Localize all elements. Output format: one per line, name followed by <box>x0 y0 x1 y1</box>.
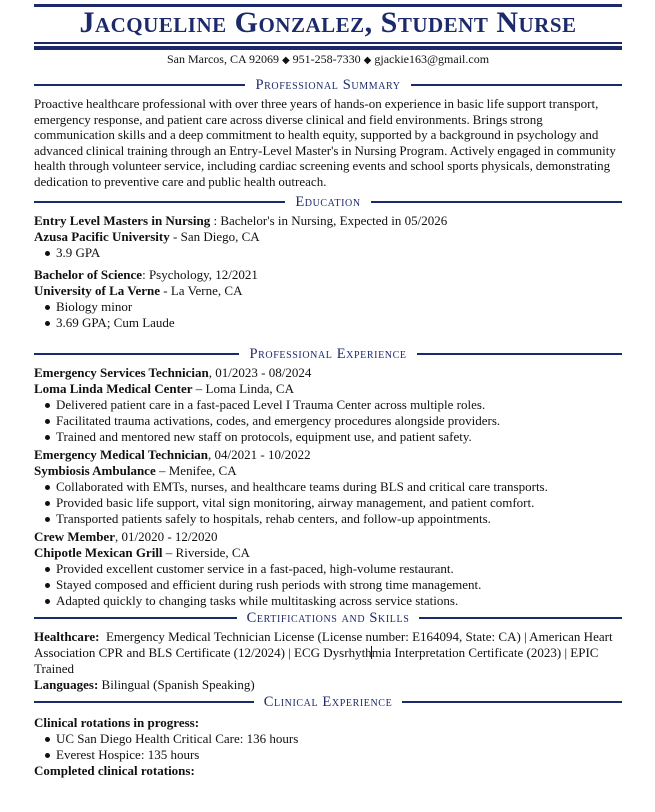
school-location: - San Diego, CA <box>169 229 260 244</box>
degree-name: Entry Level Masters in Nursing <box>34 213 211 228</box>
candidate-name: Jacqueline Gonzalez, Student Nurse <box>79 6 577 39</box>
employer-line <box>34 463 622 479</box>
section-title: Professional Experience <box>249 346 407 362</box>
section-title: Professional Summary <box>255 77 401 93</box>
heading-rule-right <box>417 353 622 355</box>
contact-email[interactable]: gjackie163@gmail.com <box>374 52 490 66</box>
job-dates: , 01/2020 - 12/2020 <box>114 529 218 544</box>
degree-detail: : Psychology, 12/2021 <box>142 267 258 282</box>
education-entry <box>34 213 622 261</box>
header-double-rule-thick <box>34 46 622 50</box>
section-title: Clinical Experience <box>263 694 393 710</box>
job-dates: , 04/2021 - 10/2022 <box>208 447 311 462</box>
employer-name: Chipotle Mexican Grill <box>34 545 163 560</box>
job-title-line <box>34 447 622 463</box>
diamond-separator-icon: ◆ <box>363 55 372 66</box>
job-title: Emergency Medical Technician <box>34 447 209 462</box>
section-heading-certifications <box>34 609 622 627</box>
school-location: - La Verne, CA <box>160 283 243 298</box>
job-bullets <box>34 479 622 527</box>
languages-line <box>34 677 622 693</box>
school-name: Azusa Pacific University <box>34 229 170 244</box>
job-entry <box>34 447 622 527</box>
school-line <box>34 283 622 299</box>
employer-name: Symbiosis Ambulance <box>34 463 156 478</box>
heading-rule-left <box>34 701 254 703</box>
job-title: Crew Member <box>34 529 115 544</box>
degree-line <box>34 267 622 283</box>
list-item: Provided excellent customer service in a fast-paced, high-volume restaurant. <box>44 561 622 577</box>
heading-rule-right <box>371 201 622 203</box>
job-dates: , 01/2023 - 08/2024 <box>208 365 312 380</box>
contact-phone: 951-258-7330 <box>292 52 361 66</box>
list-item: 3.9 GPA <box>44 245 622 261</box>
list-item: Transported patients safely to hospitals, rehab centers, and follow-up appointments. <box>44 511 622 527</box>
list-item: Stayed composed and efficient during rush periods with strong time management. <box>44 577 622 593</box>
languages-text: Bilingual (Spanish Speaking) <box>98 677 255 692</box>
degree-name: Bachelor of Science <box>34 267 143 282</box>
list-item: Provided basic life support, vital sign monitoring, airway management, and patient comfort. <box>44 495 622 511</box>
clinical-in-progress-label: Clinical rotations in progress: <box>34 715 200 730</box>
education-bullets <box>34 245 622 261</box>
job-bullets <box>34 561 622 609</box>
section-title: Certifications and Skills <box>246 610 410 626</box>
list-item: Delivered patient care in a fast-paced Level I Trauma Center across multiple roles. <box>44 397 622 413</box>
list-item: UC San Diego Health Critical Care: 136 hours <box>44 731 622 747</box>
healthcare-label: Healthcare: <box>34 629 100 644</box>
employer-location: – Loma Linda, CA <box>192 381 294 396</box>
employer-line <box>34 545 622 561</box>
healthcare-certifications <box>34 629 622 677</box>
job-bullets <box>34 397 622 445</box>
section-heading-experience <box>34 345 622 363</box>
job-title-line <box>34 529 622 545</box>
section-title: Education <box>295 194 361 210</box>
section-heading-summary <box>34 76 622 94</box>
degree-line <box>34 213 622 229</box>
list-item: Collaborated with EMTs, nurses, and healthcare teams during BLS and critical care transports. <box>44 479 622 495</box>
summary-paragraph: Proactive healthcare professional with over three years of hands-on experience in basic life support transport, emergency response, and patient care across diverse clinical and field environments. Brings strong communication skills and a deep commitment to health equity, supported by a background in psychology and advanced clinical training through an Entry-Level Master's in Nursing Program. Actively engaged in community health through volunteer service, including cardiac screening events and school sports physicals, demonstrating dedication to preventive care and public health outreach. <box>34 96 616 189</box>
heading-rule-left <box>34 617 237 619</box>
employer-name: Loma Linda Medical Center <box>34 381 193 396</box>
clinical-completed-label: Completed clinical rotations: <box>34 763 195 778</box>
languages-label: Languages: <box>34 677 99 692</box>
list-item: Biology minor <box>44 299 622 315</box>
contact-location: San Marcos, CA 92069 <box>166 52 279 66</box>
education-entry <box>34 267 622 331</box>
resume-body <box>34 76 622 779</box>
contact-line <box>34 51 622 69</box>
job-entry <box>34 529 622 609</box>
job-title-line <box>34 365 622 381</box>
heading-rule-left <box>34 353 239 355</box>
healthcare-text-cont: mia Interpretation Certificate (2023) | EPIC Trained <box>34 645 599 676</box>
job-title: Emergency Services Technician <box>34 365 209 380</box>
list-item: Adapted quickly to changing tasks while multitasking across service stations. <box>44 593 622 609</box>
clinical-in-progress-list <box>34 731 622 763</box>
section-heading-education <box>34 193 622 211</box>
employer-line <box>34 381 622 397</box>
employer-location: – Riverside, CA <box>162 545 250 560</box>
list-item: 3.69 GPA; Cum Laude <box>44 315 622 331</box>
employer-location: – Menifee, CA <box>155 463 237 478</box>
education-bullets <box>34 299 622 331</box>
heading-rule-right <box>402 701 622 703</box>
heading-rule-left <box>34 84 245 86</box>
list-item: Everest Hospice: 135 hours <box>44 747 622 763</box>
heading-rule-right <box>411 84 622 86</box>
degree-detail: : Bachelor's in Nursing, Expected in 05/2026 <box>210 213 448 228</box>
header-double-rule-thin <box>34 42 622 44</box>
heading-rule-left <box>34 201 285 203</box>
list-item: Trained and mentored new staff on protocols, equipment use, and patient safety. <box>44 429 622 445</box>
heading-rule-right <box>419 617 622 619</box>
job-entry <box>34 365 622 445</box>
school-line <box>34 229 622 245</box>
school-name: University of La Verne <box>34 283 161 298</box>
list-item: Facilitated trauma activations, codes, and emergency procedures alongside providers. <box>44 413 622 429</box>
section-heading-clinical <box>34 693 622 711</box>
healthcare-text: Emergency Medical Technician License (License number: E164094, State: CA) | American Heart Association CPR and BLS Certificate (12/2024) | ECG Dysrhyth <box>34 629 616 660</box>
diamond-separator-icon: ◆ <box>281 55 290 66</box>
